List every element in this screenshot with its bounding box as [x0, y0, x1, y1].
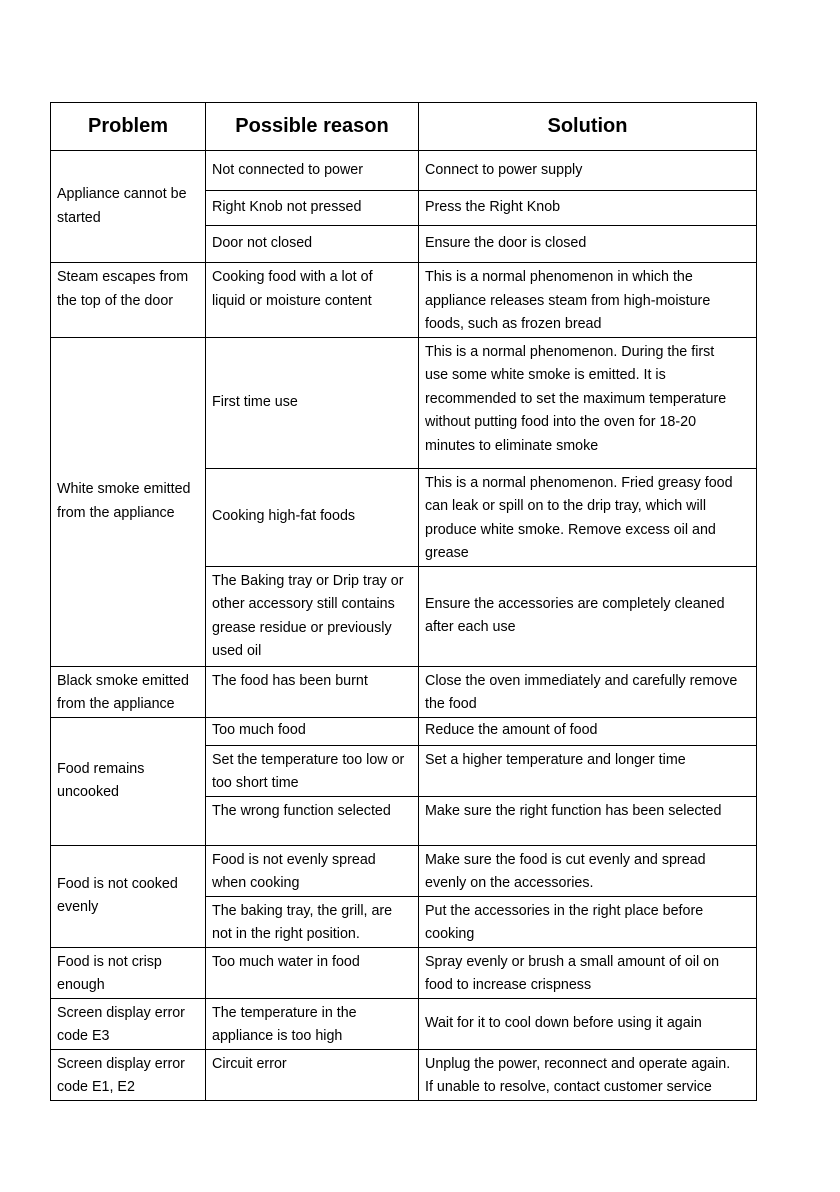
problem-cell — [51, 845, 206, 947]
cell-line: too short time — [212, 775, 299, 791]
cell-line: the top of the door — [57, 292, 174, 309]
problem-cell — [51, 947, 206, 998]
problem-cell — [51, 998, 206, 1049]
cell-line: Ensure the accessories are completely cleaned — [425, 595, 725, 612]
cell-line: Too much food — [212, 722, 306, 739]
cell-line: Appliance cannot be — [57, 186, 187, 202]
solution-cell — [419, 717, 757, 745]
problem-cell — [51, 666, 206, 717]
cell-line: use some white smoke is emitted. It is — [425, 367, 666, 383]
cell-line: evenly — [57, 899, 99, 915]
problem-cell — [51, 337, 206, 666]
cell-line: grease — [425, 545, 469, 561]
reason-cell — [206, 263, 419, 338]
cell-line: produce white smoke. Remove excess oil and — [425, 521, 716, 538]
cell-line: Too much water in food — [212, 953, 360, 970]
cell-line: The Baking tray or Drip tray or — [212, 572, 404, 589]
cell-line: Not connected to power — [212, 161, 364, 178]
solution-cell — [419, 566, 757, 666]
solution-cell — [419, 896, 757, 947]
table-row — [51, 717, 757, 745]
table-row — [51, 845, 757, 896]
header-problem: Problem — [51, 103, 206, 151]
solution-cell — [419, 947, 757, 998]
cell-line: Make sure the food is cut evenly and spread — [425, 851, 706, 868]
cell-line: foods, such as frozen bread — [425, 316, 602, 332]
cell-line: The temperature in the — [212, 1004, 357, 1021]
cell-line: Food is not evenly spread — [212, 851, 376, 868]
reason-cell — [206, 566, 419, 666]
solution-cell — [419, 845, 757, 896]
header-solution: Solution — [419, 103, 757, 151]
reason-cell — [206, 337, 419, 468]
table-row — [51, 666, 757, 717]
problem-cell — [51, 263, 206, 338]
cell-line: First time use — [212, 393, 298, 410]
cell-line: from the appliance — [57, 504, 175, 521]
cell-line: The baking tray, the grill, are — [212, 902, 393, 919]
cell-line: Black smoke emitted — [57, 672, 189, 689]
cell-line: Cooking high-fat foods — [212, 508, 356, 525]
cell-line: appliance releases steam from high-moisture — [425, 292, 711, 309]
cell-line: not in the right position. — [212, 926, 360, 942]
cell-line: other accessory still contains — [212, 596, 395, 612]
cell-line: If unable to resolve, contact customer service — [425, 1079, 712, 1095]
cell-line: enough — [57, 977, 105, 993]
solution-cell — [419, 263, 757, 338]
cell-line: White smoke emitted — [57, 481, 191, 497]
cell-line: Right Knob not pressed — [212, 199, 362, 216]
cell-line: Screen display error — [57, 1055, 185, 1072]
table-row — [51, 1049, 757, 1100]
table-row — [51, 947, 757, 998]
cell-line: The food has been burnt — [212, 672, 368, 689]
table-row — [51, 263, 757, 338]
reason-cell — [206, 226, 419, 263]
cell-line: Food is not cooked — [57, 875, 178, 892]
cell-line: Make sure the right function has been selected — [425, 802, 722, 819]
cell-line: Cooking food with a lot of — [212, 269, 373, 285]
reason-cell — [206, 998, 419, 1049]
cell-line: minutes to eliminate smoke — [425, 437, 599, 454]
cell-line: the food — [425, 696, 477, 712]
cell-line: This is a normal phenomenon in which the — [425, 269, 693, 285]
table-body — [51, 151, 757, 1101]
cell-line: code E1, E2 — [57, 1079, 135, 1095]
solution-cell — [419, 796, 757, 845]
cell-line: Circuit error — [212, 1055, 287, 1072]
solution-cell — [419, 745, 757, 796]
table-row — [51, 337, 757, 468]
cell-line: after each use — [425, 619, 516, 635]
cell-line: Set a higher temperature and longer time — [425, 751, 686, 768]
cell-line: Door not closed — [212, 235, 313, 252]
solution-cell — [419, 468, 757, 566]
cell-line: food to increase crispness — [425, 977, 592, 993]
cell-line: Put the accessories in the right place before — [425, 902, 704, 919]
solution-cell — [419, 998, 757, 1049]
cell-line: can leak or spill on to the drip tray, which will — [425, 498, 707, 514]
cell-line: The wrong function selected — [212, 802, 391, 819]
cell-line: Screen display error — [57, 1004, 185, 1021]
cell-line: This is a normal phenomenon. During the first — [425, 343, 715, 360]
reason-cell — [206, 845, 419, 896]
table-row — [51, 998, 757, 1049]
cell-line: cooking — [425, 926, 475, 942]
reason-cell — [206, 151, 419, 191]
cell-line: Spray evenly or brush a small amount of oil on — [425, 953, 720, 970]
solution-cell — [419, 151, 757, 191]
cell-line: Reduce the amount of food — [425, 722, 598, 739]
reason-cell — [206, 745, 419, 796]
reason-cell — [206, 896, 419, 947]
reason-cell — [206, 717, 419, 745]
table-row — [51, 151, 757, 191]
reason-cell — [206, 468, 419, 566]
cell-line: started — [57, 209, 101, 226]
cell-line: Set the temperature too low or — [212, 751, 405, 768]
cell-line: Press the Right Knob — [425, 199, 561, 216]
reason-cell — [206, 191, 419, 226]
cell-line: Unplug the power, reconnect and operate again. — [425, 1055, 731, 1072]
cell-line: Food remains — [57, 760, 145, 777]
cell-line: Wait for it to cool down before using it again — [425, 1014, 702, 1031]
cell-line: appliance is too high — [212, 1028, 343, 1044]
cell-line: grease residue or previously — [212, 619, 392, 636]
cell-line: when cooking — [212, 875, 300, 891]
cell-line: uncooked — [57, 784, 120, 800]
cell-line: evenly on the accessories. — [425, 875, 594, 891]
reason-cell — [206, 947, 419, 998]
troubleshooting-table — [50, 102, 757, 1101]
cell-line: Connect to power supply — [425, 161, 583, 178]
header-row — [51, 103, 757, 151]
solution-cell — [419, 337, 757, 468]
reason-cell — [206, 1049, 419, 1100]
cell-line: Close the oven immediately and carefully remove — [425, 672, 738, 689]
solution-cell — [419, 226, 757, 263]
solution-cell — [419, 666, 757, 717]
cell-line: code E3 — [57, 1028, 110, 1044]
cell-line: recommended to set the maximum temperature — [425, 390, 727, 407]
solution-cell — [419, 1049, 757, 1100]
problem-cell — [51, 717, 206, 845]
cell-line: without putting food into the oven for 18-20 — [425, 414, 697, 430]
cell-line: liquid or moisture content — [212, 292, 372, 309]
reason-cell — [206, 796, 419, 845]
cell-line: Steam escapes from — [57, 269, 189, 285]
problem-cell — [51, 151, 206, 263]
header-possible-reason: Possible reason — [206, 103, 419, 151]
cell-line: Ensure the door is closed — [425, 235, 587, 252]
cell-line: Food is not crisp — [57, 953, 162, 970]
solution-cell — [419, 191, 757, 226]
problem-cell — [51, 1049, 206, 1100]
cell-line: This is a normal phenomenon. Fried greasy food — [425, 474, 733, 491]
cell-line: from the appliance — [57, 696, 175, 712]
cell-line: used oil — [212, 643, 262, 659]
reason-cell — [206, 666, 419, 717]
